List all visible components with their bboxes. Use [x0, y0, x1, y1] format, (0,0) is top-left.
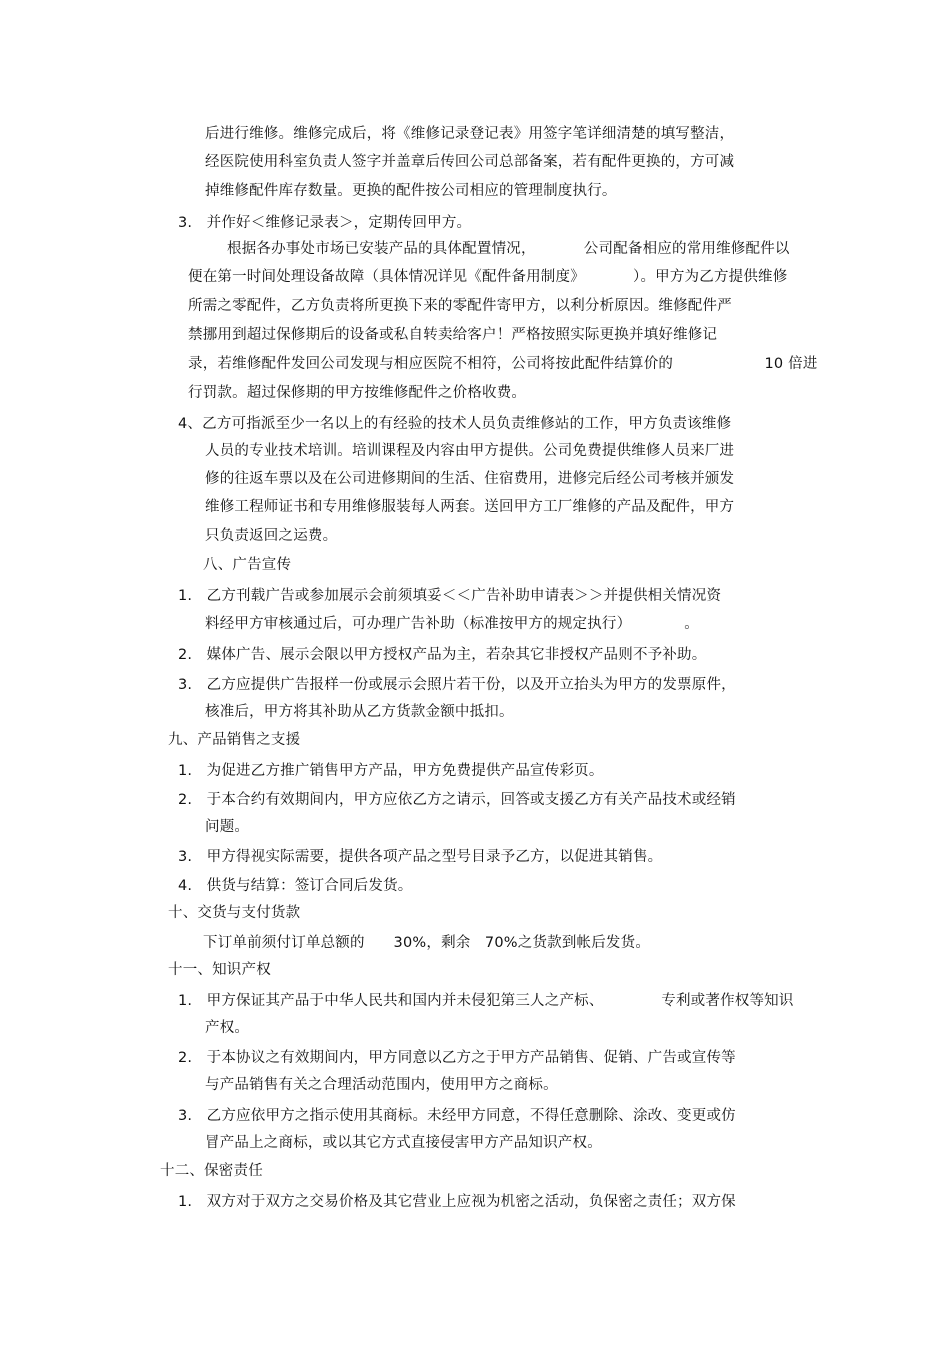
text-line: 产权。: [205, 1020, 250, 1036]
list-item: 2. 于本协议之有效期间内，甲方同意以乙方之于甲方产品销售、促销、广告或宣传等: [178, 1050, 736, 1066]
section-heading: 十、交货与支付货款: [168, 905, 301, 921]
list-item: 1. 甲方保证其产品于中华人民共和国内并未侵犯第三人之产标、 专利或著作权等知识: [178, 993, 794, 1009]
text-line: 便在第一时间处理设备故障（具体情况详见《配件备用制度》 ）。甲方为乙方提供维修: [188, 269, 788, 285]
list-item: 4、乙方可指派至少一名以上的有经验的技术人员负责维修站的工作，甲方负责该维修: [178, 416, 732, 432]
text-line: 行罚款。超过保修期的甲方按维修配件之价格收费。: [188, 385, 527, 401]
text-line: 冒产品上之商标，或以其它方式直接侵害甲方产品知识产权。: [205, 1135, 602, 1151]
section-heading: 十二、保密责任: [160, 1163, 263, 1179]
list-item: 3. 乙方应依甲方之指示使用其商标。未经甲方同意，不得任意删除、涂改、变更或仿: [178, 1108, 736, 1124]
list-item: 1. 双方对于双方之交易价格及其它营业上应视为机密之活动，负保密之责任；双方保: [178, 1194, 736, 1210]
list-item: 1. 为促进乙方推广销售甲方产品，甲方免费提供产品宣传彩页。: [178, 763, 604, 779]
list-item: 3. 甲方得视实际需要，提供各项产品之型号目录予乙方，以促进其销售。: [178, 849, 663, 865]
text-line: 料经甲方审核通过后，可办理广告补助（标准按甲方的规定执行） 。: [205, 616, 699, 632]
section-heading: 八、广告宣传: [203, 557, 292, 573]
section-heading: 十一、知识产权: [168, 962, 271, 978]
list-item: 1. 乙方刊载广告或参加展示会前须填妥＜＜广告补助申请表＞＞并提供相关情况资: [178, 588, 722, 604]
text-line: 后进行维修。维修完成后，将《维修记录登记表》用签字笔详细清楚的填写整洁，: [205, 126, 735, 142]
list-item: 4. 供货与结算：签订合同后发货。: [178, 878, 413, 894]
list-item: 2. 于本合约有效期间内，甲方应依乙方之请示，回答或支援乙方有关产品技术或经销: [178, 792, 736, 808]
list-item: 3. 并作好＜维修记录表＞，定期传回甲方。: [178, 215, 472, 231]
text-line: 下订单前须付订单总额的 30%，剩余 70%之货款到帐后发货。: [203, 935, 651, 951]
text-line: 经医院使用科室负责人签字并盖章后传回公司总部备案，若有配件更换的，方可减: [205, 154, 735, 170]
text-line: 维修工程师证书和专用维修服装每人两套。送回甲方工厂维修的产品及配件，甲方: [205, 499, 735, 515]
text-line: 录，若维修配件发回公司发现与相应医院不相符，公司将按此配件结算价的 10 倍进: [188, 356, 818, 372]
text-line: 禁挪用到超过保修期后的设备或私自转卖给客户！严格按照实际更换并填好维修记: [188, 327, 718, 343]
text-line: 修的往返车票以及在公司进修期间的生活、住宿费用，进修完后经公司考核并颁发: [205, 471, 735, 487]
text-line: 只负责返回之运费。: [205, 528, 338, 544]
text-line: 掉维修配件库存数量。更换的配件按公司相应的管理制度执行。: [205, 183, 617, 199]
section-heading: 九、产品销售之支援: [168, 732, 301, 748]
text-line: 所需之零配件，乙方负责将所更换下来的零配件寄甲方，以利分析原因。维修配件严: [188, 298, 732, 314]
list-item: 3. 乙方应提供广告报样一份或展示会照片若干份，以及开立抬头为甲方的发票原件，: [178, 677, 736, 693]
text-line: 问题。: [205, 819, 250, 835]
text-line: 核准后，甲方将其补助从乙方货款金额中抵扣。: [205, 704, 514, 720]
text-line: 人员的专业技术培训。培训课程及内容由甲方提供。公司免费提供维修人员来厂进: [205, 443, 735, 459]
text-line: 与产品销售有关之合理活动范围内，使用甲方之商标。: [205, 1077, 558, 1093]
list-item: 2. 媒体广告、展示会限以甲方授权产品为主，若杂其它非授权产品则不予补助。: [178, 647, 707, 663]
text-line: 根据各办事处市场已安装产品的具体配置情况， 公司配备相应的常用维修配件以: [227, 241, 790, 257]
